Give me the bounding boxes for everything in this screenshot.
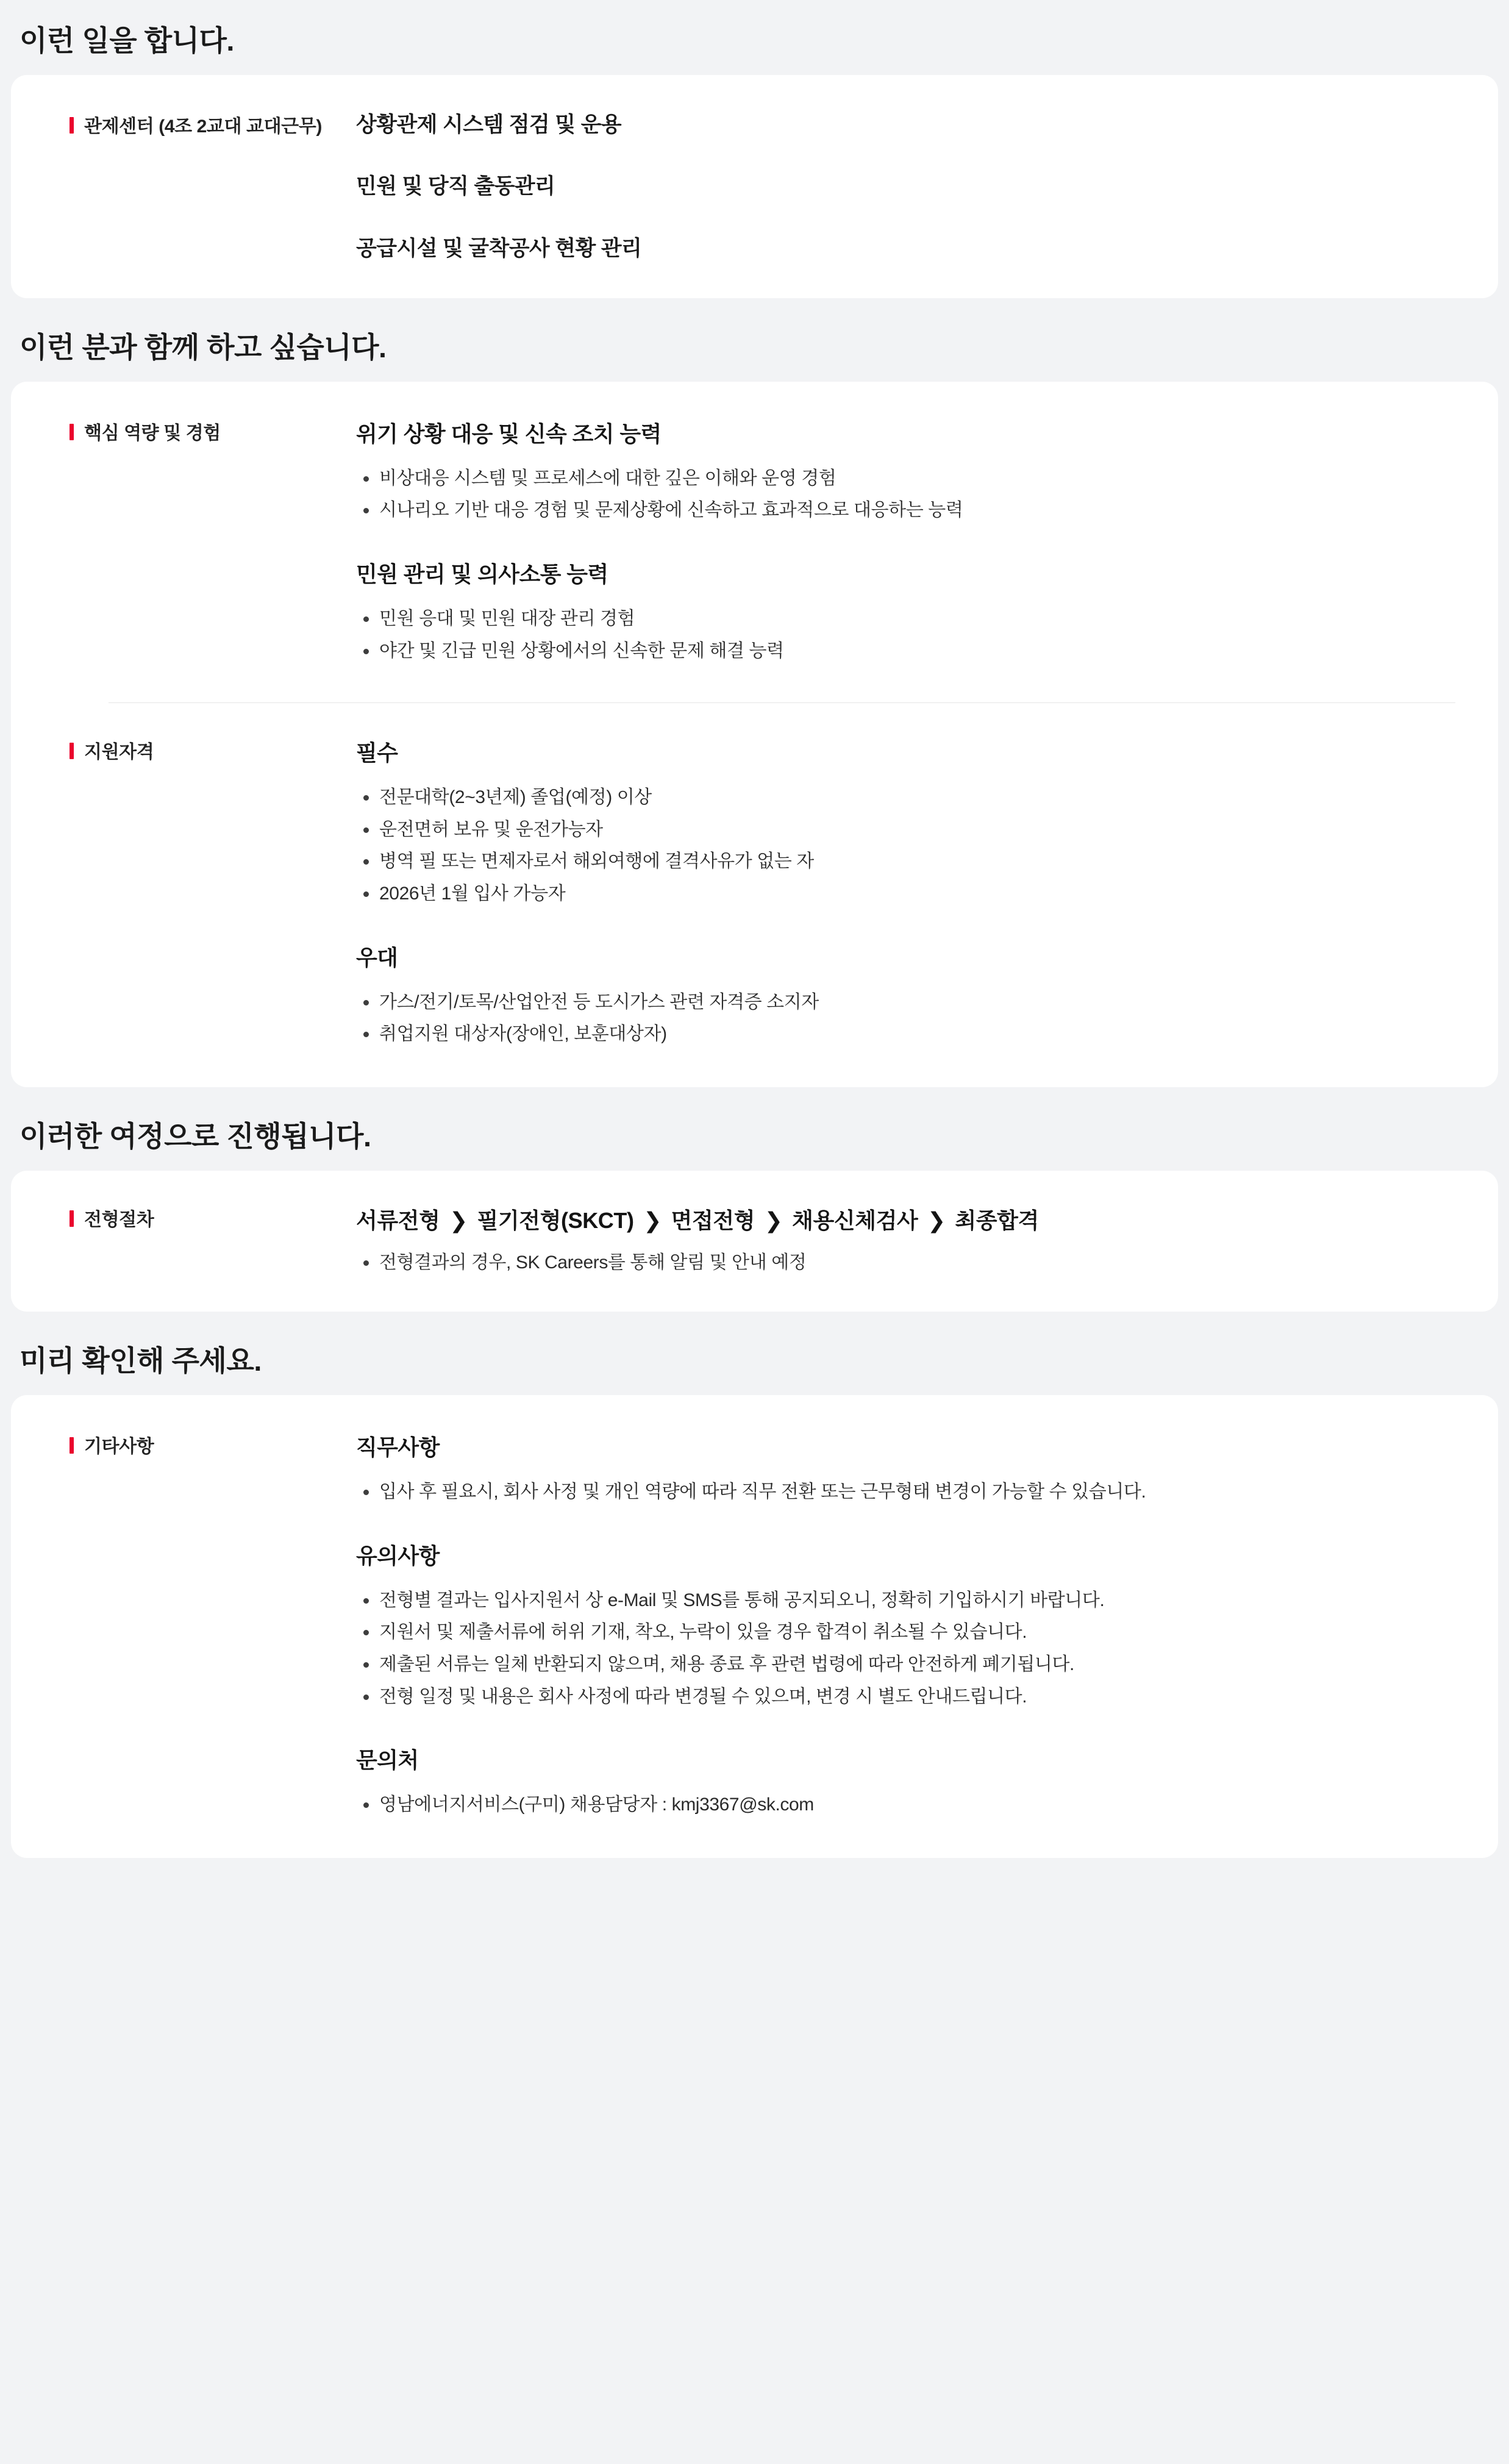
list-item: 2026년 1월 입사 가능자 <box>356 879 1455 909</box>
accent-bar-icon <box>70 743 74 759</box>
chevron-right-icon: ❯ <box>643 1207 662 1233</box>
process-step: 서류전형 <box>356 1207 440 1233</box>
process-step: 최종합격 <box>955 1207 1039 1233</box>
duties-label <box>70 110 356 138</box>
list-item: 입사 후 필요시, 회사 사정 및 개인 역량에 따라 직무 전환 또는 근무형태 변경이 가능할 수 있습니다. <box>356 1477 1455 1507</box>
process-step: 면접전형 <box>671 1207 755 1233</box>
accent-bar-icon <box>70 1437 74 1454</box>
process-row <box>11 1204 1498 1280</box>
chevron-right-icon: ❯ <box>927 1207 946 1233</box>
duty-line: 상황관제 시스템 점검 및 운용 <box>356 113 622 137</box>
accent-bar-icon <box>70 424 74 440</box>
core-competency-row <box>11 417 1498 668</box>
list-item: 취업지원 대상자(장애인, 보훈대상자) <box>356 1020 1455 1049</box>
list-item: 지원서 및 제출서류에 허위 기재, 착오, 누락이 있을 경우 합격이 취소될 수 있습니다. <box>356 1618 1455 1648</box>
process-label <box>70 1204 356 1232</box>
list-item: 전형결과의 경우, SK Careers를 통해 알림 및 안내 예정 <box>356 1248 1455 1278</box>
eligibility-label-text: 지원자격 <box>84 742 154 763</box>
group-title: 직무사항 <box>356 1435 440 1460</box>
group-title: 우대 <box>356 945 398 970</box>
group-title: 위기 상황 대응 및 신속 조치 능력 <box>356 421 662 446</box>
list-item: 민원 응대 및 민원 대장 관리 경험 <box>356 604 1455 634</box>
card-qualifications <box>11 382 1498 1087</box>
group-list <box>356 604 1455 666</box>
competency-group <box>356 557 1455 666</box>
eligibility-row <box>11 736 1498 1052</box>
accent-bar-icon <box>70 1210 74 1227</box>
group-list <box>356 1790 1455 1820</box>
list-item: 야간 및 긴급 민원 상황에서의 신속한 문제 해결 능력 <box>356 637 1455 666</box>
process-content <box>356 1204 1455 1280</box>
section-heading-qualifications: 이런 분과 함께 하고 싶습니다. <box>20 330 387 363</box>
list-item: 전형별 결과는 입사지원서 상 e-Mail 및 SMS를 통해 공지되오니, 정확히 기입하시기 바랍니다. <box>356 1586 1455 1616</box>
notice-group-job <box>356 1430 1455 1507</box>
process-label-text: 전형절차 <box>84 1209 154 1230</box>
group-list <box>356 1477 1455 1507</box>
notice-group-caution <box>356 1539 1455 1712</box>
duties-content <box>356 110 1455 263</box>
duty-line: 공급시설 및 굴착공사 현황 관리 <box>356 236 642 260</box>
group-list <box>356 464 1455 526</box>
list-item: 전형 일정 및 내용은 회사 사정에 따라 변경될 수 있으며, 변경 시 별도 안내드립니다. <box>356 1682 1455 1712</box>
process-step: 필기전형(SKCT) <box>477 1207 634 1233</box>
notice-group-contact <box>356 1743 1455 1820</box>
card-process <box>11 1171 1498 1312</box>
section-heading-duties: 이런 일을 합니다. <box>20 24 234 57</box>
notices-content <box>356 1430 1455 1823</box>
list-item: 병역 필 또는 면제자로서 해외여행에 결격사유가 없는 자 <box>356 847 1455 877</box>
group-list <box>356 783 1455 909</box>
accent-bar-icon <box>70 117 74 134</box>
notices-label <box>70 1430 356 1459</box>
section-heading-process: 이러한 여정으로 진행됩니다. <box>20 1120 371 1152</box>
eligibility-label <box>70 736 356 764</box>
chevron-right-icon: ❯ <box>764 1207 783 1233</box>
process-step: 채용신체검사 <box>792 1207 918 1233</box>
group-title: 필수 <box>356 740 398 766</box>
core-competency-label <box>70 417 356 445</box>
list-item: 시나리오 기반 대응 경험 및 문제상황에 신속하고 효과적으로 대응하는 능력 <box>356 496 1455 526</box>
core-competency-label-text: 핵심 역량 및 경험 <box>84 423 221 443</box>
list-item: 비상대응 시스템 및 프로세스에 대한 깊은 이해와 운영 경험 <box>356 464 1455 494</box>
list-item: 운전면허 보유 및 운전가능자 <box>356 815 1455 845</box>
divider <box>109 702 1455 703</box>
competency-group <box>356 417 1455 526</box>
group-title: 민원 관리 및 의사소통 능력 <box>356 561 608 587</box>
eligibility-group-required <box>356 736 1455 909</box>
list-item: 가스/전기/토목/산업안전 등 도시가스 관련 자격증 소지자 <box>356 988 1455 1018</box>
group-list <box>356 988 1455 1049</box>
list-item: 제출된 서류는 일체 반환되지 않으며, 채용 종료 후 관련 법령에 따라 안전하게 폐기됩니다. <box>356 1650 1455 1680</box>
duty-line: 민원 및 당직 출동관리 <box>356 174 555 199</box>
group-title: 유의사항 <box>356 1543 440 1568</box>
notices-label-text: 기타사항 <box>84 1437 154 1457</box>
duties-label-text: 관제센터 (4조 2교대 교대근무) <box>84 116 322 137</box>
eligibility-group-preferred <box>356 941 1455 1049</box>
card-notices <box>11 1395 1498 1858</box>
group-list <box>356 1586 1455 1712</box>
section-heading-notices: 미리 확인해 주세요. <box>20 1344 262 1377</box>
list-item: 전문대학(2~3년제) 졸업(예정) 이상 <box>356 783 1455 813</box>
duties-row <box>11 110 1498 263</box>
notices-row <box>11 1430 1498 1823</box>
eligibility-content <box>356 736 1455 1052</box>
process-steps <box>356 1204 1455 1235</box>
process-notes <box>356 1248 1455 1278</box>
core-competency-content <box>356 417 1455 668</box>
group-title: 문의처 <box>356 1748 419 1773</box>
card-duties <box>11 75 1498 298</box>
chevron-right-icon: ❯ <box>449 1207 468 1233</box>
list-item: 영남에너지서비스(구미) 채용담당자 : kmj3367@sk.com <box>356 1790 1455 1820</box>
